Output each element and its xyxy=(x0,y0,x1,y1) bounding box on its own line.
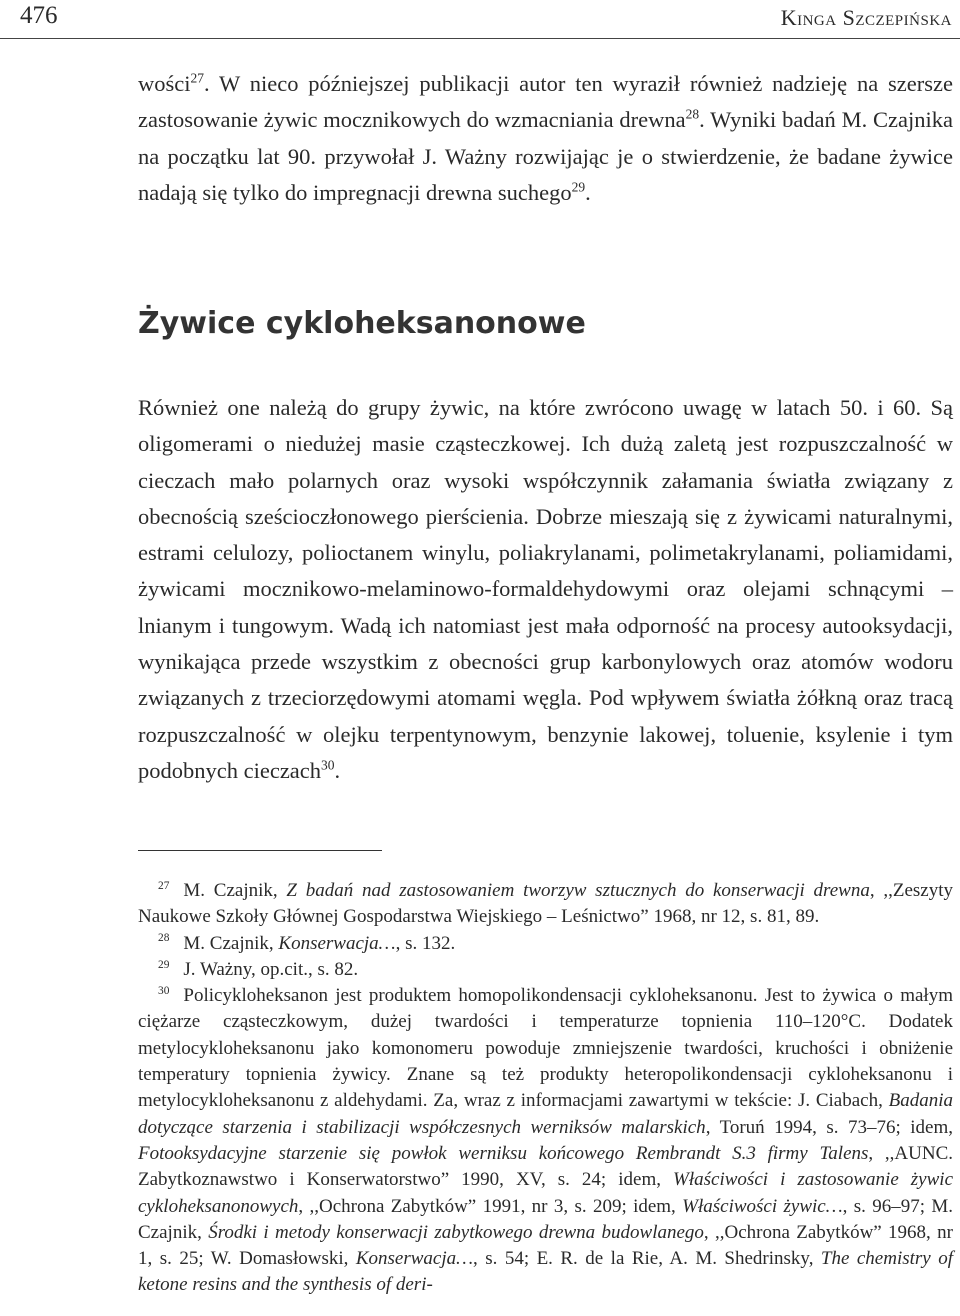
footnotes xyxy=(138,878,953,1299)
footnote-text: , s. 96–97; M. Czajnik, xyxy=(138,1195,953,1243)
footnote-27 xyxy=(138,878,953,931)
footnote-text: M. Czajnik, xyxy=(183,880,287,901)
running-header xyxy=(0,0,960,38)
footnote-separator xyxy=(138,850,382,851)
paragraph-text: . Wyniki badań M. Czajnika na początku lat 90. przywołał J. Ważny rozwijając je o stwierdzenie, że badane żywice nadają się tylko do impregnacji drewna suchego xyxy=(138,107,954,205)
page-number: 476 xyxy=(20,2,58,29)
footnote-30 xyxy=(138,983,953,1299)
paragraph-text: . W nieco późniejszej publikacji autor ten wyraził również nadzieję na szersze zastosowanie żywic mocznikowych do wzmacniania drewna xyxy=(138,71,953,133)
footnote-text: J. Ważny, op.cit., s. 82. xyxy=(183,958,359,980)
footnote-text: , Toruń 1994, s. 73–76; idem, xyxy=(705,1116,953,1138)
footnote-number: 28 xyxy=(158,932,170,945)
footnote-text: , s. 54; E. R. de la Rie, A. M. Shedrinsky, xyxy=(473,1248,821,1270)
footnote-text: M. Czajnik, xyxy=(183,932,279,954)
footnote-text: Policykloheksanon jest produktem homopolikondensacji cykloheksanonu. Jest to żywica o małym ciężarze cząsteczkowym, dużej twardości i temperaturze topnienia 110–120°C. Dodatek metylocykloheksanonu jako komonomeru powoduje zmniejszenie twardości, kruchości i obniżenie temperatury topnienia żywicy. Znane są też produkty heteropolikondensacji cykloheksanonu i metylocykloheksanonu z aldehydami. Za, wraz z informacjami zawartymi w tekście: J. Ciabach, xyxy=(138,985,953,1112)
footnote-text: , ,,AUNC. Zabytkoznawstwo i Konserwatorstwo” 1990, XV, s. 24; idem, xyxy=(138,1142,953,1191)
section-heading: Żywice cykloheksanonowe xyxy=(138,306,586,341)
paragraph-text: Również one należą do grupy żywic, na które zwrócono uwagę w latach 50. i 60. Są oligomerami o niedużej masie cząsteczkowej. Ich dużą zaletą jest rozpuszczalność w cieczach mało polarnych oraz wysoki współczynnik załamania światła związany z obecnością sześcioczłonowego pierścienia. Dobrze mieszają się z żywicami naturalnymi, estrami celulozy, polioctanem winylu, poliakrylanami, polimetakrylanami, poliamidami, żywicami mocznikowo-melaminowo-formaldehydowymi oraz olejami schnącymi – lnianym i tungowym. Wadą ich natomiast jest mała odporność na procesy autooksydacji, wynikająca przede wszystkim z obecności grup karbonylowych oraz atomów wodoru związanych z trzeciorzędowymi atomami węgla. Pod wpływem światła żółkną oraz tracą rozpuszczalność w olejku terpentynowym, benzynie lakowej, toluenie, ksylenie i tym podobnych cieczach xyxy=(138,395,953,783)
footnote-text: , ,,Ochrona Zabytków” 1968, nr 1, s. 25; W. Domasłowski, xyxy=(138,1221,953,1270)
footnote-title: Z badań nad zastosowaniem tworzyw sztucznych do konserwacji drewna xyxy=(286,880,870,901)
footnote-text: , s. 132. xyxy=(395,932,456,954)
footnote-29 xyxy=(138,957,953,983)
footnote-title: Właściwości żywic… xyxy=(682,1195,843,1217)
footnote-title: Właściwości i zastosowanie żywic cykloheksanonowych xyxy=(138,1169,954,1217)
footnote-text: , ,,Ochrona Zabytków” 1991, nr 3, s. 209; idem, xyxy=(298,1195,683,1217)
footnote-number: 27 xyxy=(158,879,170,892)
footnote-title: Badania dotyczące starzenia i stabilizacji współczesnych werniksów malarskich xyxy=(138,1090,953,1138)
footnote-number: 30 xyxy=(158,984,170,997)
footnote-title: Konserwacja… xyxy=(355,1248,474,1270)
paragraph-text: . xyxy=(334,757,341,783)
footnote-title: Konserwacja… xyxy=(278,932,396,954)
header-rule xyxy=(0,38,960,39)
footnote-number: 29 xyxy=(158,958,170,971)
footnote-text: , ,,Zeszyty Naukowe Szkoły Głównej Gospodarstwa Wiejskiego – Leśnictwo” 1968, nr 12, s. 81, 89. xyxy=(138,880,953,928)
running-author: Kinga Szczepińska xyxy=(780,5,952,30)
footnote-title: The chemistry of ketone resins and the synthesis of deri- xyxy=(138,1248,953,1296)
footnote-title: Środki i metody konserwacji zabytkowego drewna budowlanego xyxy=(208,1221,704,1243)
paragraph-2 xyxy=(138,390,953,789)
footnote-ref-29[interactable]: 29 xyxy=(571,179,586,195)
footnote-ref-30[interactable]: 30 xyxy=(321,757,335,773)
footnote-ref-28[interactable]: 28 xyxy=(685,106,700,122)
footnote-28 xyxy=(138,931,953,957)
footnote-ref-27[interactable]: 27 xyxy=(190,70,204,86)
paragraph-1 xyxy=(138,66,953,211)
paragraph-text: . xyxy=(585,179,591,205)
paragraph-text: wości xyxy=(138,71,191,96)
footnote-title: Fotooksydacyjne starzenie się powłok werniksu końcowego Rembrandt S.3 firmy Talens xyxy=(138,1142,869,1164)
